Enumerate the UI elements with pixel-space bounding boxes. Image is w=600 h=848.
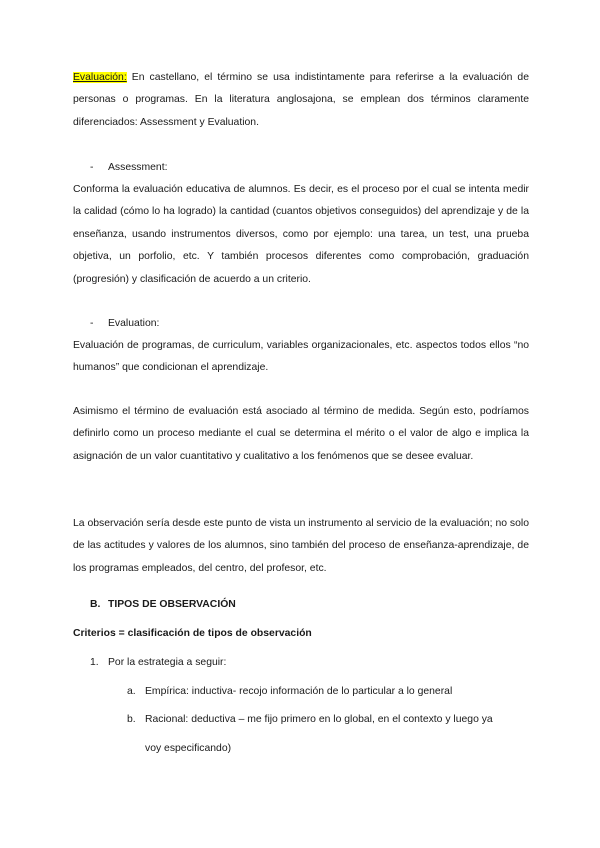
assessment-heading: Assessment: — [108, 162, 168, 173]
sub-a-text: Empírica: inductiva- recojo información de lo particular a lo general — [145, 686, 453, 697]
section-b-marker: B. — [90, 599, 101, 610]
evaluation-heading: Evaluation: — [108, 318, 160, 329]
evaluacion-term: Evaluación: — [73, 72, 127, 83]
sub-a-marker: a. — [127, 686, 136, 697]
sub-b-text-line1: Racional: deductiva – me fijo primero en lo global, en el contexto y luego ya — [145, 714, 493, 725]
intro-paragraph — [73, 67, 529, 134]
item1-marker: 1. — [90, 657, 99, 668]
assessment-paragraph: Conforma la evaluación educativa de alumnos. Es decir, es el proceso por el cual se intenta medir la calidad (cómo lo ha logrado) la cantidad (cuantos objetivos conseguidos) del aprendizaje y de la enseñanza, usando instrumentos diversos, como por ejemplo: una tarea, un test, una prueba objetiva, un porfolio, etc. Y también procesos diferentes como comprobación, graduación (progresión) y clasificación de acuerdo a un criterio. — [73, 184, 529, 285]
criterios-heading: Criterios = clasificación de tipos de observación — [73, 628, 312, 639]
sub-b-marker: b. — [127, 714, 136, 725]
assessment-dash: - — [90, 162, 94, 173]
observacion-paragraph: La observación sería desde este punto de vista un instrumento al servicio de la evaluación; no solo de las actitudes y valores de los alumnos, sino también del proceso de enseñanza-aprendizaje, de los programas empleados, del centro, del profesor, etc. — [73, 518, 529, 574]
intro-text: En castellano, el término se usa indistintamente para referirse a la evaluación de personas o programas. En la literatura anglosajona, se emplean dos términos claramente diferenciados: Assessment y Evaluation. — [73, 72, 529, 128]
evaluation-dash: - — [90, 318, 94, 329]
medida-paragraph: Asimismo el término de evaluación está asociado al término de medida. Según esto, podríamos definirlo como un proceso mediante el cual se determina el mérito o el valor de algo e implica la asignación de un valor cuantitativo y cualitativo a los fenómenos que se desee evaluar. — [73, 406, 529, 462]
evaluation-paragraph: Evaluación de programas, de curriculum, variables organizacionales, etc. aspectos todos ellos “no humanos” que condicionan el aprendizaje. — [73, 340, 529, 374]
sub-b-text-line2: voy especificando) — [145, 743, 232, 754]
section-b-title: TIPOS DE OBSERVACIÓN — [108, 599, 236, 610]
item1-text: Por la estrategia a seguir: — [108, 657, 227, 668]
